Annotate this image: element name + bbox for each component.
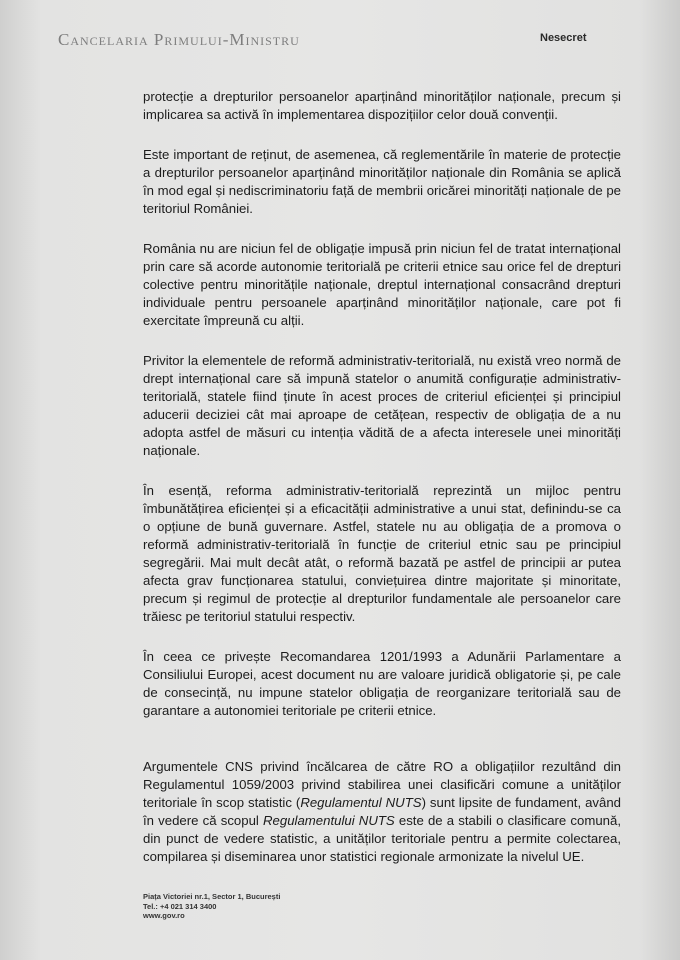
paragraph-3: România nu are niciun fel de obligație impusă prin niciun fel de tratat internațional prin care să acorde autonomie teritorială pe criterii etnice sau orice fel de drepturi colective pentru minoritățile naționale, dreptul internațional consacrând drepturi individuale pentru persoanele aparținând minorităților naționale, care pot fi exercitate împreună cu alții.: [143, 241, 621, 328]
paragraph-5: În esență, reforma administrativ-teritorială reprezintă un mijloc pentru îmbunătățirea eficienței și a eficacității administrative a unui stat, definindu-se ca o opțiune de bună guvernare. Astfel, statele nu au obligația de a promova o reformă administrativ-teritorială în funcție de criteriul etnic sau pe principiul segregării. Mai mult decât atât, o reformă bazată pe astfel de principii ar putea afecta grav funcționarea statului, conviețuirea dintre majoritate și minoritate, precum și regimul de protecție al drepturilor fundamentale ale persoanelor care trăiesc pe teritoriul statului respectiv.: [143, 483, 621, 624]
letterhead-title: Cancelaria Primului-Ministru: [58, 30, 300, 49]
classification-label: Nesecret: [540, 32, 587, 44]
paragraph-6: În ceea ce privește Recomandarea 1201/1993 a Adunării Parlamentare a Consiliului Europei, acest document nu are valoare juridică obligatorie și, pe cale de consecință, nu impune statelor obligația de reorganizare teritorială sau de garantare a autonomiei teritoriale pe criterii etnice.: [143, 649, 621, 718]
paragraph-7-text-c: ) sunt lipsite de fundament, având în vedere că scopul: [143, 795, 622, 828]
footer-phone: Tel.: +4 021 314 3400: [143, 901, 217, 911]
footer-website: www.gov.ro: [143, 911, 185, 920]
paragraph-7-italic-d: Regulamentului NUTS: [263, 813, 395, 828]
paragraph-7-text-e: este de a stabili o clasificare comună, din punct de vedere statistic, a unităților teritoriale pentru a permite colectarea, compilarea și diseminarea unor statistici regionale armonizate la nivelul UE.: [143, 813, 621, 864]
footer-address: Piața Victoriei nr.1, Sector 1, București: [143, 892, 281, 901]
paragraph-2: Este important de reținut, de asemenea, că reglementările în materie de protecție a drepturilor persoanelor aparținând minorităților naționale din România se aplică în mod egal și nediscriminatoriu față de membrii oricărei minorități naționale de pe teritoriul României.: [143, 147, 621, 216]
paragraph-1: protecție a drepturilor persoanelor aparținând minorităților naționale, precum și implicarea sa activă în implementarea dispozițiilor celor două convenții.: [143, 89, 621, 122]
footer-contact: [143, 892, 280, 921]
document-body: [143, 88, 621, 888]
paragraph-7-italic-b: Regulamentul NUTS: [300, 795, 422, 810]
paragraph-4: Privitor la elementele de reformă administrativ-teritorială, nu există vreo normă de drept internațional care să impună statelor o anumită configurație administrativ-teritorială, statele fiind ținute în acest proces de criteriul eficienței și principiul aducerii deciziei cât mai aproape de cetățean, respectiv de obligația de a nu adopta astfel de măsuri cu intenția vădită de a afecta interesele unei minorități naționale.: [143, 353, 621, 458]
paragraph-7: [143, 758, 621, 866]
paragraph-7-text-a: Argumentele CNS privind încălcarea de către RO a obligațiilor rezultând din Regulamentul 1059/2003 privind stabilirea unei clasificări comune a unităților teritoriale în scop statistic (: [143, 759, 621, 810]
